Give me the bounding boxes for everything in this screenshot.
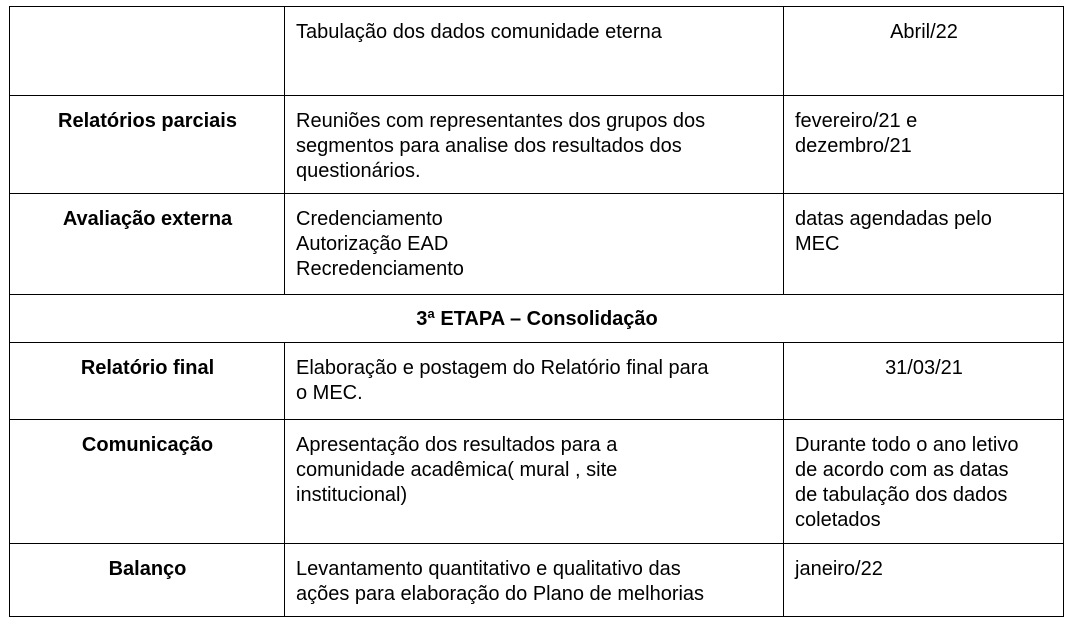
activity-line: questionários. (296, 160, 421, 182)
activity-cell (285, 7, 784, 96)
period-line: Abril/22 (890, 21, 958, 43)
period-line: 31/03/21 (885, 357, 963, 379)
activity-cell (285, 343, 784, 420)
activity-line: Autorização EAD (296, 233, 449, 255)
table-row (10, 544, 1064, 617)
activity-line: Apresentação dos resultados para a (296, 434, 618, 456)
activity-line: Credenciamento (296, 208, 443, 230)
period-line: de tabulação dos dados (795, 484, 1008, 506)
schedule-table (9, 6, 1064, 617)
activity-cell (285, 544, 784, 617)
activity-line: Levantamento quantitativo e qualitativo das (296, 558, 681, 580)
period-line: de acordo com as datas (795, 459, 1009, 481)
activity-line: comunidade acadêmica( mural , site (296, 459, 618, 481)
activity-line: institucional) (296, 484, 408, 506)
period-line: datas agendadas pelo (795, 208, 992, 230)
period-cell (784, 7, 1064, 96)
period-line: Durante todo o ano letivo (795, 434, 1019, 456)
row-label: Avaliação externa (10, 194, 285, 295)
row-label: Balanço (10, 544, 285, 617)
period-cell (784, 544, 1064, 617)
period-cell (784, 194, 1064, 295)
activity-line: Recredenciamento (296, 258, 464, 280)
activity-cell (285, 96, 784, 194)
activity-cell (285, 420, 784, 544)
activity-line: Reuniões com representantes dos grupos dos (296, 110, 706, 132)
period-line: coletados (795, 509, 881, 531)
table-row (10, 96, 1064, 194)
activity-line: o MEC. (296, 382, 363, 404)
period-cell (784, 343, 1064, 420)
activity-line: segmentos para analise dos resultados dos (296, 135, 682, 157)
table-row (10, 420, 1064, 544)
activity-cell (285, 194, 784, 295)
row-label: Relatório final (10, 343, 285, 420)
period-line: janeiro/22 (795, 558, 883, 580)
period-line: MEC (795, 233, 840, 255)
period-cell (784, 96, 1064, 194)
row-label: Relatórios parciais (10, 96, 285, 194)
period-line: dezembro/21 (795, 135, 912, 157)
period-cell (784, 420, 1064, 544)
stage-heading: 3ª ETAPA – Consolidação (10, 295, 1064, 343)
table-row (10, 194, 1064, 295)
row-label: Comunicação (10, 420, 285, 544)
row-label (10, 7, 285, 96)
table-row (10, 343, 1064, 420)
table-row (10, 7, 1064, 96)
activity-line: ações para elaboração do Plano de melhorias (296, 583, 705, 605)
activity-line: Tabulação dos dados comunidade eterna (296, 21, 662, 43)
stage-row (10, 295, 1064, 343)
activity-line: Elaboração e postagem do Relatório final para (296, 357, 709, 379)
period-line: fevereiro/21 e (795, 110, 918, 132)
